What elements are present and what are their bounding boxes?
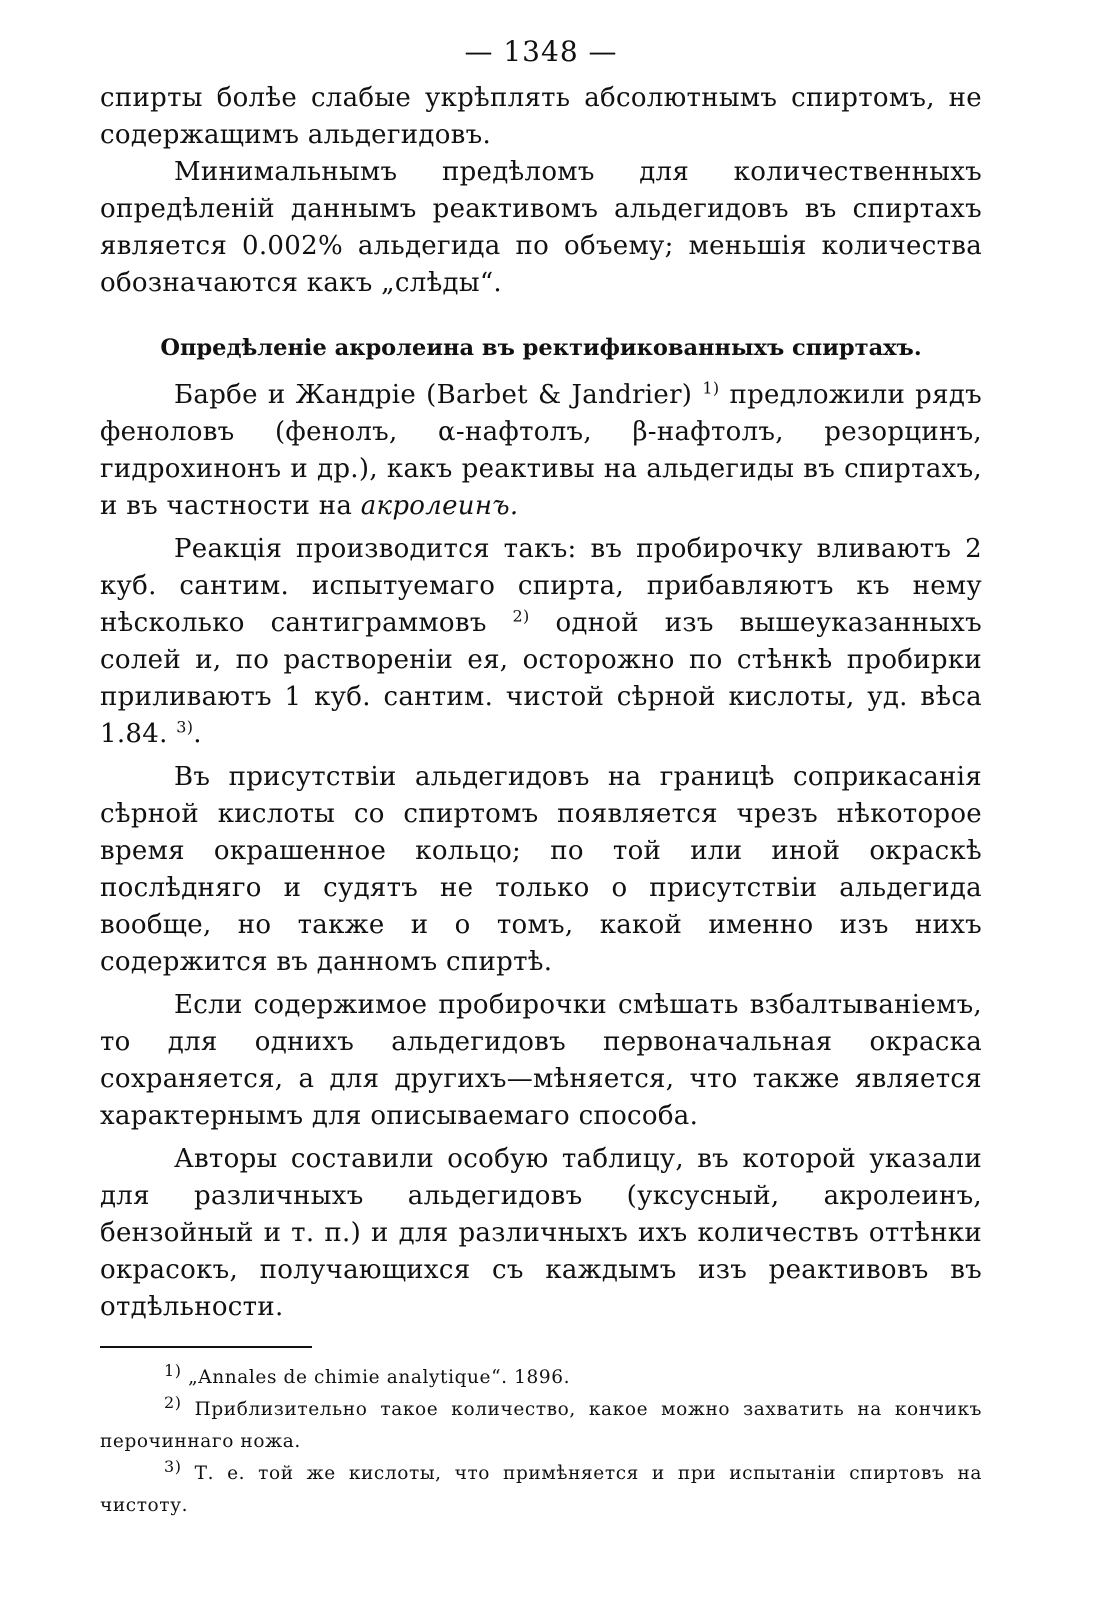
paragraph-shaking: Если содержимое пробирочки смѣшать взбалтываніемъ, то для однихъ альдегидовъ первоначальная окраска сохраняется, а для другихъ—мѣняется, что также является характернымъ для описываемаго способа. [100,990,982,1131]
footnote-2 [100,1394,982,1458]
footnote-ref-3: 3) [176,717,194,737]
paragraph-minimum-limit: Минимальнымъ предѣломъ для количественныхъ опредѣленій даннымъ реактивомъ альдегидовъ въ спиртахъ является 0.002% альдегида по объему; меньшія количества обозначаются какъ „слѣды“. [100,157,982,298]
paragraph-continuation: спирты болѣе слабые укрѣплять абсолютнымъ спиртомъ, не содержащимъ альдегидовъ. [100,83,982,150]
paragraph-text: одной изъ вышеуказанныхъ солей и, по раствореніи ея, осторожно по стѣнкѣ пробирки приливаютъ 1 куб. сантим. чистой сѣрной кислоты, уд. вѣса 1.84. [100,608,982,749]
footnote-divider [100,1346,312,1348]
footnote-marker: 3) [164,1456,182,1476]
footnotes [100,1362,982,1522]
footnote-3 [100,1458,982,1522]
footnote-text: Т. е. той же кислоты, что примѣняется и при испытаніи спиртовъ на чистоту. [100,1463,983,1516]
paragraph-text: Реакція производится такъ: въ пробирочку вливаютъ 2 куб. сантим. испытуемаго спирта, прибавляютъ къ нему нѣсколько сантиграммовъ [100,534,982,638]
main-text [100,80,982,1326]
footnote-marker: 1) [164,1360,182,1380]
paragraph-aldehyde-ring: Въ присутствіи альдегидовъ на границѣ соприкасанія сѣрной кислоты со спиртомъ появляется чрезъ нѣкоторое время окрашенное кольцо; по той или иной окраскѣ послѣдняго и судятъ не только о присутствіи альдегида вообще, но также и о томъ, какой именно изъ нихъ содержится въ данномъ спиртѣ. [100,762,982,977]
paragraph-barbet-jandrier [100,377,982,525]
paragraph-authors-table: Авторы составили особую таблицу, въ которой указали для различныхъ альдегидовъ (уксусный, акролеинъ, бензойный и т. п.) и для различныхъ ихъ количествъ оттѣнки окрасокъ, получающихся съ каждымъ изъ реактивовъ въ отдѣльности. [100,1144,982,1322]
footnote-1 [100,1362,982,1394]
paragraph-text: Барбе и Жандріе (Barbet & Jandrier) [174,380,693,410]
footnote-ref-1: 1) [702,378,720,398]
paragraph-text: . [193,719,202,749]
section-heading: Опредѣленіе акролеина въ ректификованныхъ спиртахъ. [160,335,922,361]
page-number: — 1348 — [464,35,618,68]
footnote-text: Приблизительно такое количество, какое можно захватить на кончикъ перочиннаго ножа. [100,1399,982,1452]
footnote-ref-2: 2) [512,606,530,626]
emphasis-acrolein: акролеинъ. [360,491,519,521]
paragraph-reaction-procedure [100,531,982,753]
footnote-text: „Annales de chimie analytique“. 1896. [188,1367,571,1388]
footnote-marker: 2) [164,1392,182,1412]
paragraph-text: предложили рядъ феноловъ (фенолъ, α-нафтолъ, β-нафтолъ, резорцинъ, гидрохинонъ и др.), какъ реактивы на альдегиды въ спиртахъ, и въ частности на [100,380,982,521]
